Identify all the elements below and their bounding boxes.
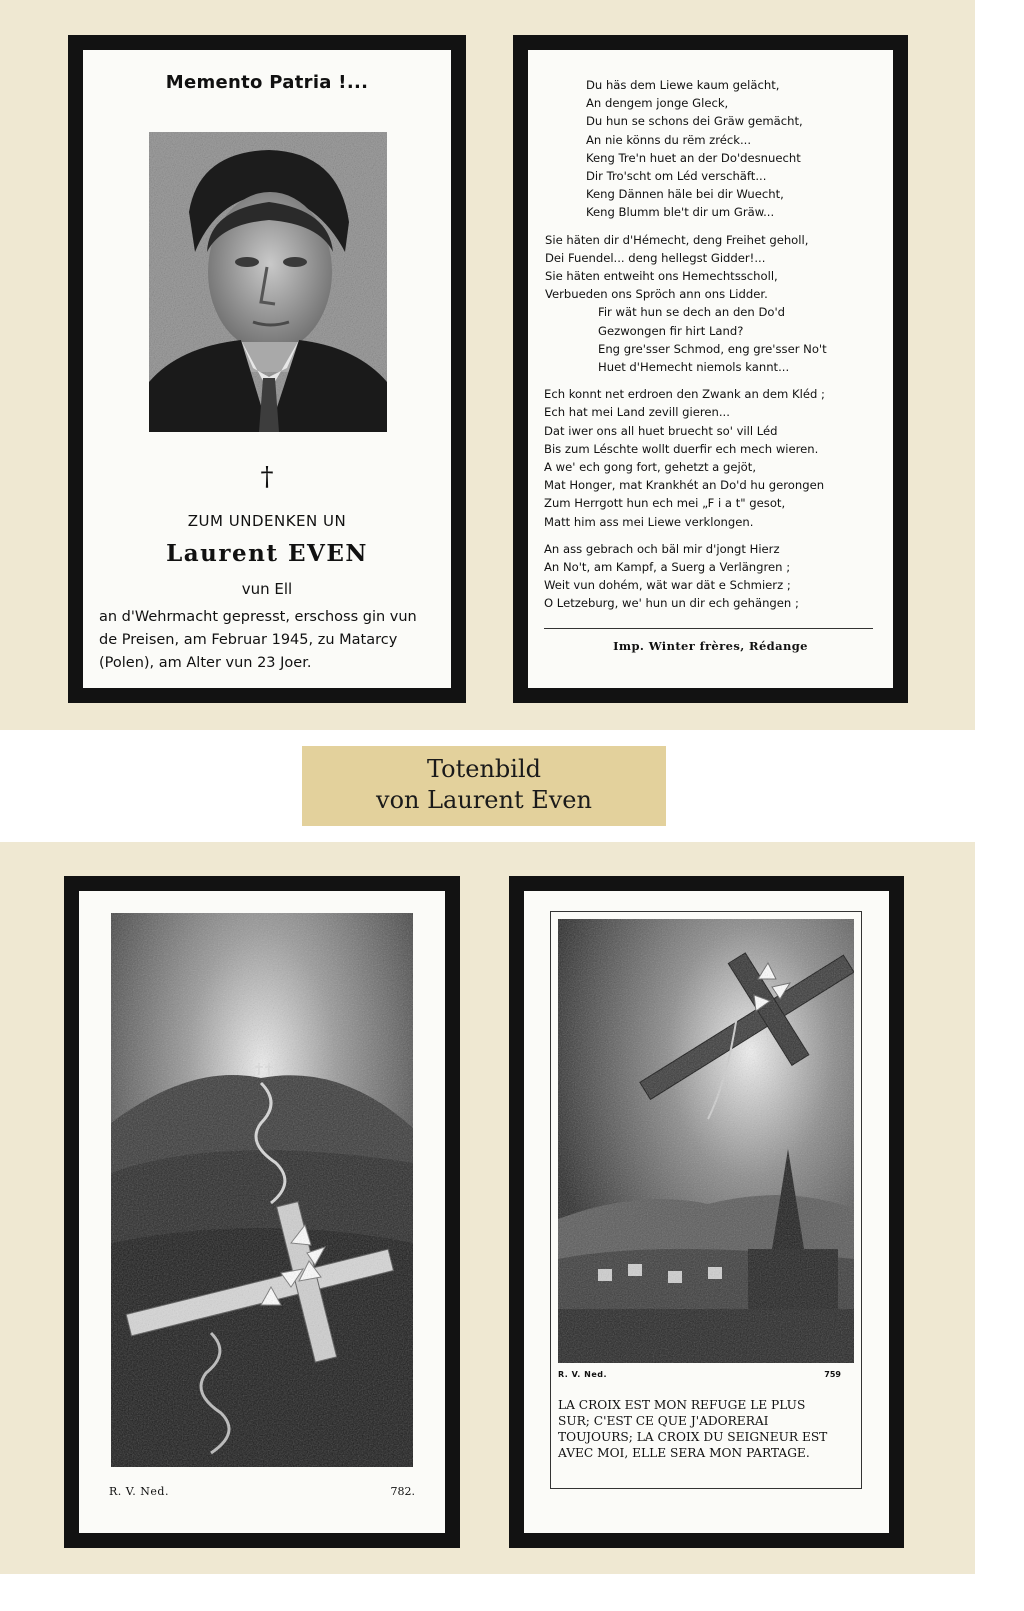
poem-line: Sie häten dir d'Hémecht, deng Freihet geholl, [545, 232, 809, 247]
divider-rule [544, 628, 873, 629]
poem-line: Dat iwer ons all huet bruecht so' vill Léd [544, 423, 778, 438]
card-number: 759 [824, 1370, 841, 1379]
caption-line-2: von Laurent Even [376, 786, 592, 814]
poem-stanza-1 [528, 76, 893, 222]
motto-line: LA CROIX EST MON REFUGE LE PLUS [558, 1398, 806, 1412]
poem-line: Du häs dem Liewe kaum gelächt, [586, 78, 780, 92]
memorial-card-poem [513, 35, 908, 703]
calvary-landscape-illustration [111, 913, 413, 1467]
death-description [99, 606, 433, 675]
poem-line: Bis zum Léschte wollt duerfir ech mech wieren. [544, 441, 819, 456]
poem-stanza-3 [528, 385, 893, 531]
cross-symbol: † [260, 462, 274, 492]
portrait-photo [149, 132, 387, 432]
motto-line: TOUJOURS; LA CROIX DU SEIGNEUR EST [558, 1430, 828, 1444]
memorial-card-village [509, 876, 904, 1548]
poem-line: An dengem jonge Gleck, [586, 96, 729, 111]
poem-line: Keng Blumm ble't dir um Gräw... [586, 205, 775, 220]
poem-line: Weit vun dohém, wät war dät e Schmierz ; [544, 578, 791, 593]
caption-label [302, 746, 666, 826]
origin-line: vun Ell [241, 580, 293, 598]
publisher-mark: R. V. Ned. [109, 1485, 169, 1498]
poem-line: Keng Dännen häle bei dir Wuecht, [586, 187, 784, 202]
poem-line: Eng gre'sser Schmod, eng gre'sser No't [598, 341, 827, 356]
poem-line: An nie könns du rëm zréck... [586, 132, 752, 147]
poem-line: Dei Fuendel... deng hellegst Gidder!... [545, 250, 766, 265]
motto-line: AVEC MOI, ELLE SERA MON PARTAGE. [558, 1446, 810, 1460]
poem-line: An No't, am Kampf, a Suerg a Verlängren ; [544, 560, 791, 575]
deceased-name: Laurent EVEN [166, 540, 368, 567]
death-line: an d'Wehrmacht gepresst, erschoss gin vun [99, 609, 417, 625]
card-number: 782. [390, 1485, 415, 1498]
poem-line: An ass gebrach och bäl mir d'jongt Hierz [544, 541, 780, 556]
printer-imprint: Imp. Winter frères, Rédange [613, 639, 808, 653]
poem-line: Mat Honger, mat Krankhét an Do'd hu gerongen [544, 478, 825, 493]
poem-line: Gezwongen fir hirt Land? [598, 323, 744, 338]
poem-line: Fir wät hun se dech an den Do'd [598, 305, 786, 320]
card-header: Memento Patria !... [165, 72, 369, 93]
poem-line: Verbueden ons Spröch ann ons Lidder. [545, 287, 768, 302]
poem-line: Zum Herrgott hun ech mei „F i a t" gesot, [544, 496, 786, 511]
poem [528, 76, 893, 622]
cross-over-village-illustration [558, 919, 854, 1363]
poem-line: Ech hat mei Land zevill gieren... [544, 405, 730, 420]
poem-stanza-4 [528, 540, 893, 613]
poem-line: Huet d'Hemecht niemols kannt... [598, 360, 790, 375]
poem-line: Du hun se schons dei Gräw gemächt, [586, 114, 803, 129]
poem-line: Ech konnt net erdroen den Zwank an dem Kléd ; [544, 387, 825, 402]
french-motto [558, 1397, 847, 1461]
poem-line: Matt him ass mei Liewe verklongen. [544, 514, 754, 529]
memorial-card-landscape [64, 876, 460, 1548]
publisher-mark: R. V. Ned. [558, 1370, 608, 1379]
memorial-card-portrait [68, 35, 466, 703]
poem-line: Dir Tro'scht om Léd verschäft... [586, 169, 767, 184]
poem-stanza-2 [528, 231, 893, 377]
poem-line: Sie häten entweiht ons Hemechtsscholl, [545, 269, 778, 284]
death-line: de Preisen, am Februar 1945, zu Matarcy [99, 632, 398, 648]
poem-line: Keng Tre'n huet an der Do'desnuecht [586, 150, 801, 165]
caption-line-1: Totenbild [427, 755, 541, 783]
dedication-line: ZUM UNDENKEN UN [187, 512, 347, 530]
death-line: (Polen), am Alter vun 23 Joer. [99, 655, 312, 671]
poem-line: O Letzeburg, we' hun un dir ech gehängen ; [544, 596, 799, 611]
poem-line: A we' ech gong fort, gehetzt a gejöt, [544, 460, 757, 475]
motto-line: SUR; C'EST CE QUE J'ADORERAI [558, 1414, 769, 1428]
